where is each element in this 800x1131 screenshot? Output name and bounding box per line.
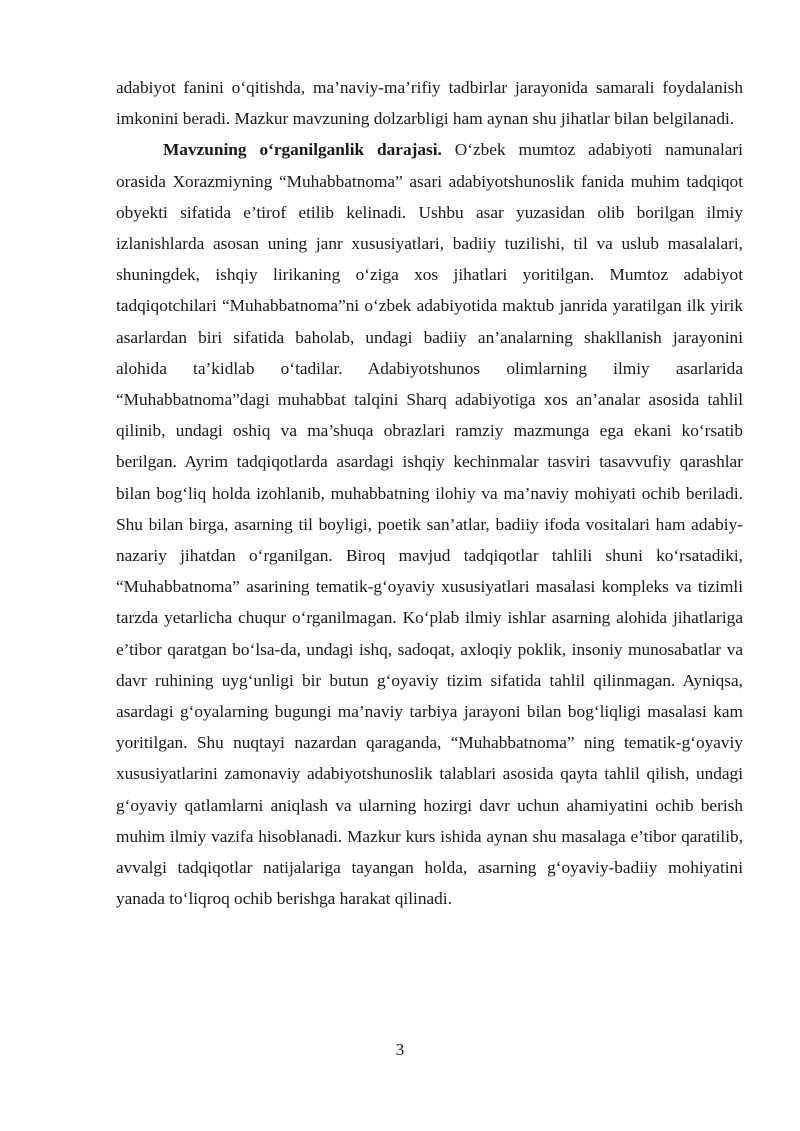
paragraph-body: O‘zbek mumtoz adabiyoti namunalari orasida Xorazmiyning “Muhabbatnoma” asari adabiyotshunoslik fanida muhim tadqiqot obyekti sifatida e’tirof etilib kelinadi. Ushbu asar yuzasidan olib borilgan ilmiy izlanishlarda asosan uning janr xususiyatlari, badiiy tuzilishi, til va uslub masalalari, shuningdek, ishqiy lirikaning o‘ziga xos jihatlari yoritilgan. Mumtoz adabiyot tadqiqotchilari “Muhabbatnoma”ni o‘zbek adabiyotida maktub janrida yaratilgan ilk yirik asarlardan biri sifatida baholab, undagi badiiy an’analarning shakllanish jarayonini alohida ta’kidlab o‘tadilar. Adabiyotshunos olimlarning ilmiy asarlarida “Muhabbatnoma”dagi muhabbat talqini Sharq adabiyotiga xos an’analar asosida tahlil qilinib, undagi oshiq va ma’shuqa obrazlari ramziy mazmunga ega ekani ko‘rsatib berilgan. Ayrim tadqiqotlarda asardagi ishqiy kechinmalar tasviri tasavvufiy qarashlar bilan bog‘liq holda izohlanib, muhabbatning ilohiy va ma’naviy mohiyati ochib beriladi. Shu bilan birga, asarning til boyligi, poetik san’atlar, badiiy ifoda vositalari ham adabiy-nazariy jihatdan o‘rganilgan. Biroq mavjud tadqiqotlar tahlili shuni ko‘rsatadiki, “Muhabbatnoma” asarining tematik-g‘oyaviy xususiyatlari masalasi kompleks va tizimli tarzda yetarlicha chuqur o‘rganilmagan. Ko‘plab ilmiy ishlar asarning alohida jihatlariga e’tibor qaratgan bo‘lsa-da, undagi ishq, sadoqat, axloqiy poklik, insoniy munosabatlar va davr ruhining uyg‘unligi bir butun g‘oyaviy tizim sifatida tahlil qilinmagan. Ayniqsa, asardagi g‘oyalarning bugungi ma’naviy tarbiya jarayoni bilan bog‘liqligi masalasi kam yoritilgan. Shu nuqtayi nazardan qaraganda, “Muhabbatnoma” ning tematik-g‘oyaviy xususiyatlarini zamonaviy adabiyotshunoslik talablari asosida qayta tahlil qilish, undagi g‘oyaviy qatlamlarni aniqlash va ularning hozirgi davr uchun ahamiyatini ochib berish muhim ilmiy vazifa hisoblanadi. Mazkur kurs ishida aynan shu masalaga e’tibor qaratilib, avvalgi tadqiqotlar natijalariga tayangan holda, asarning g‘oyaviy-badiiy mohiyatini yanada to‘liqroq ochib berishga harakat qilinadi. bbox=[116, 140, 743, 909]
paragraph-literature-review bbox=[116, 134, 743, 914]
page-number: 3 bbox=[395, 1040, 405, 1059]
paragraph-continuation: adabiyot fanini o‘qitishda, ma’naviy-ma’rifiy tadbirlar jarayonida samarali foydalanish imkonini beradi. Mazkur mavzuning dolzarbligi ham aynan shu jihatlar bilan belgilanadi. bbox=[116, 78, 743, 129]
body-text bbox=[116, 72, 743, 914]
section-heading-inline: Mavzuning o‘rganilganlik darajasi. bbox=[163, 140, 442, 160]
